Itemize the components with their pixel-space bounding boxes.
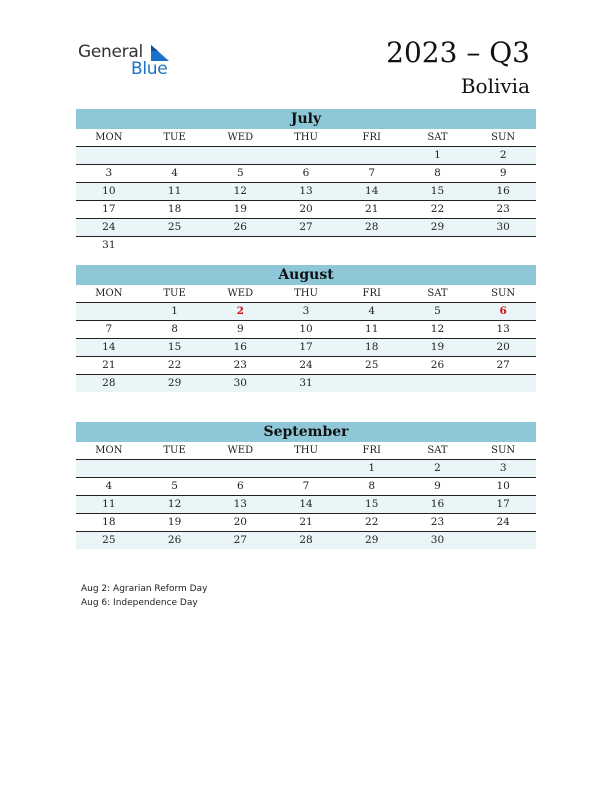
empty-day-cell [76,460,142,477]
weekday-label: SAT [427,445,448,456]
weekday-label: THU [294,288,318,299]
holiday-notes [81,582,207,610]
day-cell: 21 [365,203,379,215]
day-cell: 13 [496,323,510,335]
day-cell: 5 [236,167,244,179]
empty-day-cell [142,147,208,164]
empty-day-cell [470,237,536,254]
weekday-label: MON [95,132,123,143]
day-cell: 1 [434,149,441,161]
weekday-label: TUE [163,132,186,143]
day-cell: 28 [365,221,379,233]
empty-day-cell [76,147,142,164]
logo-text-general: General [78,42,143,62]
day-cell: 10 [299,323,313,335]
week-row [76,375,536,392]
empty-day-cell [207,147,273,164]
day-cell: 2 [499,149,507,161]
day-cell: 15 [365,498,379,510]
month-september [76,422,536,549]
day-cell: 27 [299,221,313,233]
day-cell: 28 [102,377,116,389]
weekday-label: SUN [491,288,516,299]
weekday-label: FRI [362,445,381,456]
day-cell: 24 [102,221,116,233]
day-cell: 16 [496,185,510,197]
day-cell: 4 [171,167,178,179]
holiday-day-cell: 6 [499,305,507,317]
empty-day-cell [339,375,405,392]
holiday-day-cell: 2 [236,305,244,317]
day-cell: 19 [430,341,445,353]
day-cell: 10 [496,480,510,492]
day-cell: 23 [233,359,247,371]
week-row [76,532,536,549]
day-cell: 8 [434,167,441,179]
day-cell: 3 [105,167,113,179]
weekday-label: SAT [427,288,448,299]
month-title: August [76,265,536,285]
empty-day-cell [470,375,536,392]
week-row [76,303,536,321]
day-cell: 14 [365,185,379,197]
day-cell: 16 [233,341,247,353]
weekday-label: SAT [427,132,448,143]
day-cell: 7 [105,323,113,335]
week-row [76,496,536,514]
day-cell: 25 [365,359,379,371]
weekday-label: WED [227,288,254,299]
country-name: Bolivia [460,74,530,98]
day-cell: 11 [167,185,182,197]
day-cell: 23 [430,516,445,528]
day-cell: 18 [365,341,379,353]
week-row [76,165,536,183]
empty-day-cell [405,375,471,392]
week-row [76,219,536,237]
weekday-label: TUE [163,445,186,456]
weekday-label: FRI [362,288,381,299]
weekday-header-row [76,129,536,147]
brand-logo [78,40,188,80]
day-cell: 30 [430,534,445,546]
day-cell: 17 [496,498,510,510]
day-cell: 5 [171,480,178,492]
day-cell: 31 [102,239,116,251]
empty-day-cell [207,237,273,254]
day-cell: 1 [171,305,178,317]
day-cell: 17 [299,341,313,353]
day-cell: 18 [102,516,116,528]
day-cell: 25 [102,534,116,546]
week-row [76,357,536,375]
day-cell: 12 [233,185,247,197]
empty-day-cell [470,532,536,549]
weekday-label: THU [294,445,318,456]
day-cell: 29 [167,377,182,389]
day-cell: 4 [368,305,376,317]
day-cell: 26 [167,534,182,546]
day-cell: 12 [430,323,445,335]
day-cell: 18 [167,203,182,215]
day-cell: 22 [167,359,182,371]
week-row [76,321,536,339]
day-cell: 20 [299,203,313,215]
day-cell: 4 [105,480,113,492]
day-cell: 15 [167,341,182,353]
day-cell: 9 [236,323,244,335]
day-cell: 31 [299,377,313,389]
day-cell: 10 [102,185,116,197]
weekday-label: WED [227,445,254,456]
day-cell: 25 [167,221,182,233]
weekday-label: THU [294,132,318,143]
day-cell: 19 [167,516,182,528]
empty-day-cell [207,460,273,477]
day-cell: 12 [167,498,182,510]
day-cell: 28 [299,534,313,546]
day-cell: 13 [233,498,247,510]
day-cell: 29 [365,534,379,546]
day-cell: 5 [434,305,441,317]
weekday-label: SUN [491,445,516,456]
day-cell: 21 [102,359,116,371]
day-cell: 22 [430,203,445,215]
day-cell: 16 [430,498,445,510]
weekday-label: MON [95,288,123,299]
day-cell: 6 [302,167,310,179]
holiday-note: Aug 2: Agrarian Reform Day [81,584,208,594]
quarter-title: 2023 – Q3 [386,36,530,69]
empty-day-cell [273,460,339,477]
day-cell: 3 [499,462,507,474]
week-row [76,237,536,254]
day-cell: 29 [430,221,445,233]
day-cell: 8 [171,323,178,335]
day-cell: 11 [102,498,116,510]
week-row [76,339,536,357]
day-cell: 20 [496,341,510,353]
day-cell: 15 [430,185,445,197]
week-row [76,460,536,478]
day-cell: 27 [496,359,510,371]
empty-day-cell [76,303,142,320]
day-cell: 9 [434,480,441,492]
empty-day-cell [142,237,208,254]
empty-day-cell [273,237,339,254]
day-cell: 26 [430,359,445,371]
day-cell: 27 [233,534,247,546]
day-cell: 20 [233,516,247,528]
week-row [76,183,536,201]
day-cell: 1 [368,462,376,474]
day-cell: 8 [368,480,376,492]
logo-text-blue: Blue [131,59,168,79]
month-july [76,109,536,254]
week-row [76,201,536,219]
day-cell: 17 [102,203,116,215]
day-cell: 7 [302,480,310,492]
day-cell: 24 [496,516,510,528]
day-cell: 11 [365,323,379,335]
weekday-label: TUE [163,288,186,299]
day-cell: 19 [233,203,247,215]
day-cell: 24 [299,359,313,371]
month-august [76,265,536,392]
day-cell: 21 [299,516,313,528]
day-cell: 3 [302,305,310,317]
day-cell: 14 [102,341,116,353]
day-cell: 2 [434,462,441,474]
month-title: July [76,109,536,129]
day-cell: 13 [299,185,313,197]
week-row [76,514,536,532]
day-cell: 23 [496,203,510,215]
day-cell: 14 [299,498,313,510]
day-cell: 22 [365,516,379,528]
day-cell: 26 [233,221,247,233]
day-cell: 9 [499,167,507,179]
day-cell: 7 [368,167,376,179]
day-cell: 6 [236,480,244,492]
empty-day-cell [339,237,405,254]
weekday-label: SUN [491,132,516,143]
empty-day-cell [273,147,339,164]
day-cell: 30 [496,221,510,233]
week-row [76,478,536,496]
week-row [76,147,536,165]
day-cell: 30 [233,377,247,389]
weekday-header-row [76,442,536,460]
weekday-header-row [76,285,536,303]
holiday-note: Aug 6: Independence Day [81,598,198,608]
empty-day-cell [405,237,471,254]
month-title: September [76,422,536,442]
weekday-label: WED [227,132,254,143]
empty-day-cell [339,147,405,164]
weekday-label: MON [95,445,123,456]
empty-day-cell [142,460,208,477]
weekday-label: FRI [362,132,381,143]
